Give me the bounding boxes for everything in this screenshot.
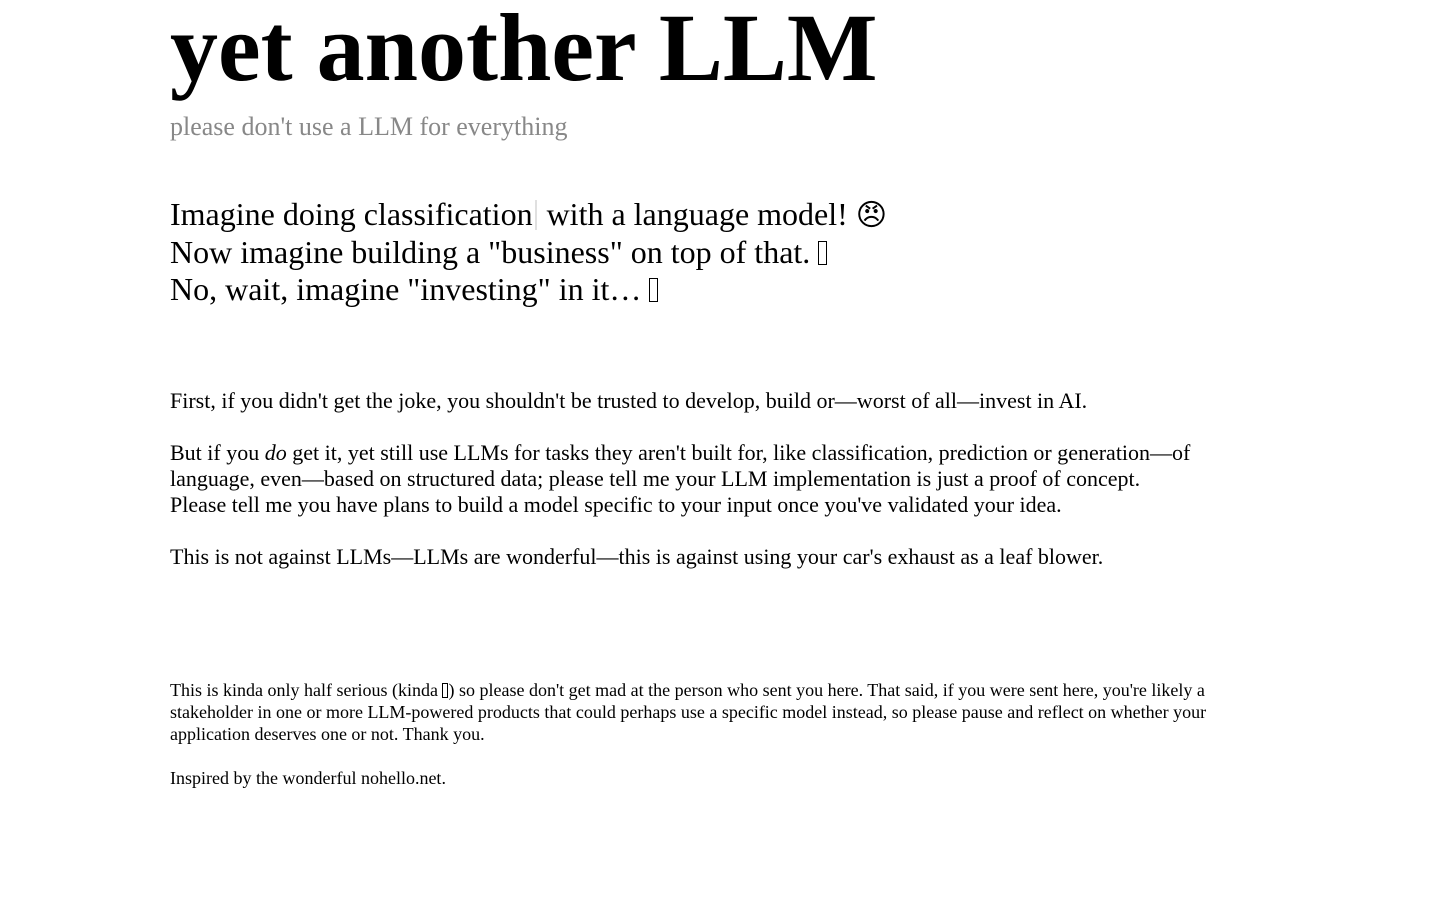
page-subtitle: please don't use a LLM for everything bbox=[170, 112, 568, 141]
angry-face-icon: 😠 bbox=[855, 198, 888, 233]
paragraph-leaf-blower: This is not against LLMs—LLMs are wonderful—this is against using your car's exhaust as a leaf blower. bbox=[170, 544, 1104, 569]
intro-line-1-text-b: with a language model! bbox=[546, 196, 848, 232]
footer bbox=[170, 679, 1270, 811]
footer-note bbox=[170, 679, 1270, 745]
intro-line-1 bbox=[170, 196, 887, 234]
text-cursor bbox=[535, 200, 537, 230]
nohello-link[interactable]: nohello.net bbox=[360, 768, 442, 788]
intro-block bbox=[170, 196, 887, 308]
body-text bbox=[170, 388, 1230, 596]
page-title: yet another LLM bbox=[170, 0, 878, 101]
missing-emoji-icon bbox=[818, 241, 827, 265]
footer-note-lead: This is kinda only half serious (kinda bbox=[170, 680, 443, 700]
paragraph-2-body: get it, yet still use LLMs for tasks they aren't built for, like classification, prediction or generation—of language, even—based on structured data; please tell me your LLM implementation is just a proof of concept. bbox=[170, 440, 1191, 491]
footer-note-body: ) so please don't get mad at the person who sent you here. That said, if you were sent here, you're likely a stakeholder in one or more LLM-powered products that could perhaps use a specific model instead, so please pause and reflect on whether your application deserves one or not. Thank you. bbox=[170, 680, 1207, 744]
footer-inspired-period: . bbox=[441, 768, 446, 788]
paragraph-joke: First, if you didn't get the joke, you shouldn't be trusted to develop, build or—worst of all—invest in AI. bbox=[170, 388, 1088, 413]
paragraph-proof-of-concept bbox=[170, 440, 1230, 518]
intro-line-1-text-a: Imagine doing classification bbox=[170, 196, 533, 232]
missing-emoji-icon bbox=[649, 278, 658, 302]
intro-line-3-text: No, wait, imagine "investing" in it… bbox=[170, 271, 642, 307]
footer-inspired-lead: Inspired by the wonderful bbox=[170, 768, 361, 788]
paragraph-2-line-2: Please tell me you have plans to build a model specific to your input once you've validated your idea. bbox=[170, 492, 1062, 517]
footer-inspired bbox=[170, 767, 1270, 789]
intro-line-3 bbox=[170, 271, 887, 308]
intro-line-2-text: Now imagine building a "business" on top of that. bbox=[170, 234, 811, 270]
emphasis-do: do bbox=[264, 440, 287, 465]
intro-line-2 bbox=[170, 234, 887, 271]
paragraph-2-lead: But if you bbox=[170, 440, 265, 465]
